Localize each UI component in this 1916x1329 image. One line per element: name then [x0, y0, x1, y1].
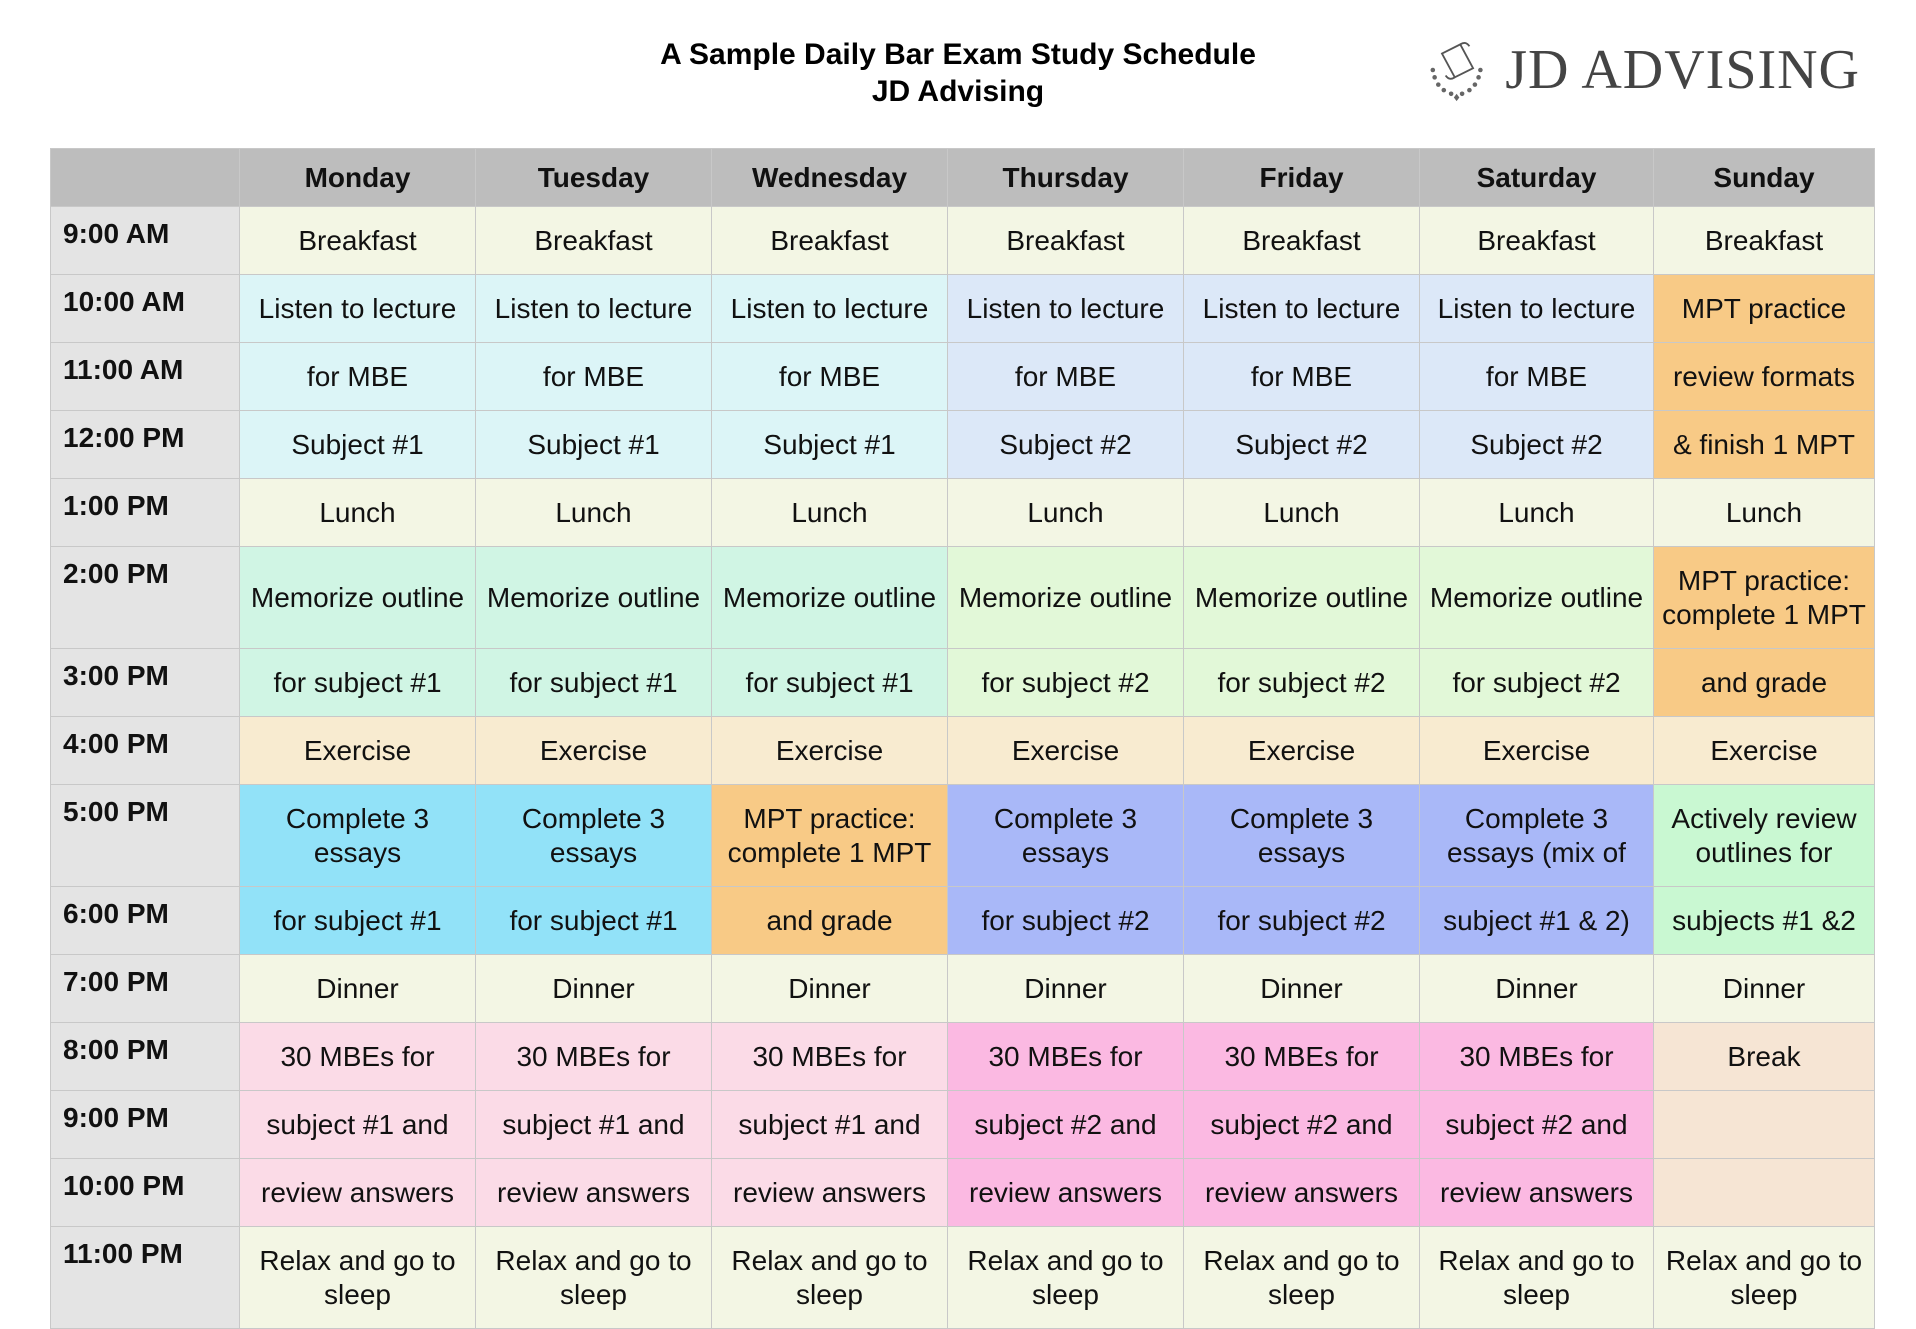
schedule-cell: Exercise — [1654, 717, 1875, 785]
table-row — [51, 411, 1875, 479]
schedule-cell: subject #2 and — [1184, 1091, 1420, 1159]
day-header: Friday — [1184, 149, 1420, 207]
schedule-cell: subjects #1 &2 — [1654, 887, 1875, 955]
schedule-cell: Memorize outline — [240, 547, 476, 649]
schedule-cell: for MBE — [476, 343, 712, 411]
time-label: 5:00 PM — [51, 785, 240, 887]
schedule-cell: Dinner — [712, 955, 948, 1023]
schedule-cell: Dinner — [948, 955, 1184, 1023]
schedule-cell: 30 MBEs for — [1184, 1023, 1420, 1091]
schedule-cell: review answers — [1420, 1159, 1654, 1227]
schedule-cell: MPT practice: complete 1 MPT — [712, 785, 948, 887]
schedule-cell: Listen to lecture — [948, 275, 1184, 343]
schedule-cell: for subject #1 — [712, 649, 948, 717]
schedule-cell: Dinner — [476, 955, 712, 1023]
schedule-cell: Memorize outline — [476, 547, 712, 649]
schedule-cell: Actively review outlines for — [1654, 785, 1875, 887]
schedule-cell: Breakfast — [1420, 207, 1654, 275]
table-row — [51, 343, 1875, 411]
time-label: 1:00 PM — [51, 479, 240, 547]
schedule-cell: 30 MBEs for — [948, 1023, 1184, 1091]
schedule-cell: Dinner — [240, 955, 476, 1023]
schedule-cell: for subject #2 — [1184, 649, 1420, 717]
schedule-cell: MPT practice — [1654, 275, 1875, 343]
jd-advising-logo — [1420, 30, 1860, 110]
schedule-cell: Subject #1 — [476, 411, 712, 479]
schedule-cell: Listen to lecture — [240, 275, 476, 343]
table-row — [51, 207, 1875, 275]
schedule-cell: Relax and go to sleep — [948, 1227, 1184, 1329]
schedule-cell: Memorize outline — [1184, 547, 1420, 649]
day-header: Thursday — [948, 149, 1184, 207]
schedule-cell: for subject #2 — [948, 887, 1184, 955]
schedule-cell: Exercise — [712, 717, 948, 785]
schedule-cell: Listen to lecture — [1184, 275, 1420, 343]
schedule-cell: Breakfast — [1654, 207, 1875, 275]
schedule-cell: Memorize outline — [948, 547, 1184, 649]
logo-text: JD ADVISING — [1505, 39, 1860, 101]
time-label: 10:00 PM — [51, 1159, 240, 1227]
table-row — [51, 275, 1875, 343]
time-label: 2:00 PM — [51, 547, 240, 649]
schedule-cell: Dinner — [1420, 955, 1654, 1023]
schedule-cell: Lunch — [948, 479, 1184, 547]
day-header: Monday — [240, 149, 476, 207]
schedule-cell: for subject #1 — [240, 887, 476, 955]
schedule-cell: Breakfast — [712, 207, 948, 275]
schedule-cell: Relax and go to sleep — [476, 1227, 712, 1329]
table-row — [51, 785, 1875, 887]
schedule-cell: Relax and go to sleep — [712, 1227, 948, 1329]
table-row — [51, 1023, 1875, 1091]
schedule-cell: subject #2 and — [1420, 1091, 1654, 1159]
schedule-cell — [1654, 1159, 1875, 1227]
schedule-cell: for MBE — [948, 343, 1184, 411]
schedule-cell: review answers — [240, 1159, 476, 1227]
time-label: 12:00 PM — [51, 411, 240, 479]
schedule-cell: Lunch — [1420, 479, 1654, 547]
schedule-cell: Breakfast — [240, 207, 476, 275]
schedule-cell: for subject #2 — [1184, 887, 1420, 955]
schedule-cell: Complete 3 essays — [476, 785, 712, 887]
schedule-cell: 30 MBEs for — [712, 1023, 948, 1091]
schedule-cell: for MBE — [712, 343, 948, 411]
schedule-cell: Relax and go to sleep — [1654, 1227, 1875, 1329]
schedule-cell: subject #1 and — [240, 1091, 476, 1159]
schedule-cell: Listen to lecture — [1420, 275, 1654, 343]
schedule-cell: Subject #2 — [1420, 411, 1654, 479]
table-row — [51, 1227, 1875, 1329]
schedule-cell: subject #2 and — [948, 1091, 1184, 1159]
table-row — [51, 887, 1875, 955]
schedule-cell: Dinner — [1184, 955, 1420, 1023]
schedule-cell: Subject #1 — [240, 411, 476, 479]
schedule-cell: Dinner — [1654, 955, 1875, 1023]
page-subtitle: JD Advising — [871, 75, 1045, 108]
schedule-cell: Subject #2 — [1184, 411, 1420, 479]
schedule-cell: Breakfast — [1184, 207, 1420, 275]
schedule-cell: Complete 3 essays (mix of — [1420, 785, 1654, 887]
schedule-cell: for subject #2 — [948, 649, 1184, 717]
schedule-cell: 30 MBEs for — [1420, 1023, 1654, 1091]
schedule-cell: subject #1 and — [712, 1091, 948, 1159]
schedule-cell: for subject #1 — [476, 649, 712, 717]
schedule-cell: Lunch — [1184, 479, 1420, 547]
schedule-cell: Lunch — [476, 479, 712, 547]
schedule-cell: and grade — [712, 887, 948, 955]
schedule-cell: review answers — [712, 1159, 948, 1227]
schedule-cell: for subject #1 — [240, 649, 476, 717]
table-row — [51, 1091, 1875, 1159]
schedule-cell: Lunch — [712, 479, 948, 547]
schedule-cell: Lunch — [240, 479, 476, 547]
schedule-cell: Memorize outline — [1420, 547, 1654, 649]
schedule-cell: Exercise — [948, 717, 1184, 785]
schedule-cell: Breakfast — [948, 207, 1184, 275]
schedule-cell: Relax and go to sleep — [1184, 1227, 1420, 1329]
header-row — [51, 149, 1875, 207]
time-label: 4:00 PM — [51, 717, 240, 785]
schedule-cell: review answers — [476, 1159, 712, 1227]
schedule-cell: Subject #1 — [712, 411, 948, 479]
day-header: Tuesday — [476, 149, 712, 207]
schedule-cell: 30 MBEs for — [476, 1023, 712, 1091]
table-row — [51, 547, 1875, 649]
schedule-cell: Exercise — [1184, 717, 1420, 785]
schedule-cell: Break — [1654, 1023, 1875, 1091]
schedule-cell: subject #1 & 2) — [1420, 887, 1654, 955]
time-label: 10:00 AM — [51, 275, 240, 343]
time-label: 9:00 AM — [51, 207, 240, 275]
schedule-cell: Complete 3 essays — [948, 785, 1184, 887]
table-row — [51, 955, 1875, 1023]
schedule-cell: Relax and go to sleep — [1420, 1227, 1654, 1329]
time-label: 8:00 PM — [51, 1023, 240, 1091]
schedule-cell: Memorize outline — [712, 547, 948, 649]
schedule-cell: for subject #1 — [476, 887, 712, 955]
schedule-cell: Exercise — [240, 717, 476, 785]
schedule-cell: Lunch — [1654, 479, 1875, 547]
schedule-cell: Exercise — [476, 717, 712, 785]
schedule-cell: & finish 1 MPT — [1654, 411, 1875, 479]
table-row — [51, 479, 1875, 547]
day-header: Wednesday — [712, 149, 948, 207]
table-row — [51, 649, 1875, 717]
scroll-laurel-icon — [1420, 30, 1493, 110]
schedule-cell: Complete 3 essays — [240, 785, 476, 887]
time-label: 9:00 PM — [51, 1091, 240, 1159]
schedule-cell: review formats — [1654, 343, 1875, 411]
schedule-cell: Listen to lecture — [712, 275, 948, 343]
day-header: Sunday — [1654, 149, 1875, 207]
schedule-cell — [1654, 1091, 1875, 1159]
schedule-cell: for MBE — [1420, 343, 1654, 411]
table-row — [51, 1159, 1875, 1227]
schedule-cell: Complete 3 essays — [1184, 785, 1420, 887]
time-label: 3:00 PM — [51, 649, 240, 717]
page-title: A Sample Daily Bar Exam Study Schedule — [660, 38, 1256, 71]
schedule-cell: Subject #2 — [948, 411, 1184, 479]
schedule-cell: for subject #2 — [1420, 649, 1654, 717]
schedule-table — [50, 148, 1875, 1329]
schedule-cell: Exercise — [1420, 717, 1654, 785]
time-label: 11:00 PM — [51, 1227, 240, 1329]
schedule-cell: for MBE — [1184, 343, 1420, 411]
schedule-cell: Relax and go to sleep — [240, 1227, 476, 1329]
schedule-cell: review answers — [1184, 1159, 1420, 1227]
schedule-cell: 30 MBEs for — [240, 1023, 476, 1091]
schedule-cell: Listen to lecture — [476, 275, 712, 343]
time-label: 11:00 AM — [51, 343, 240, 411]
day-header: Saturday — [1420, 149, 1654, 207]
time-label: 6:00 PM — [51, 887, 240, 955]
schedule-cell: subject #1 and — [476, 1091, 712, 1159]
corner-cell — [51, 149, 240, 207]
schedule-cell: MPT practice: complete 1 MPT — [1654, 547, 1875, 649]
time-label: 7:00 PM — [51, 955, 240, 1023]
schedule-cell: for MBE — [240, 343, 476, 411]
schedule-cell: and grade — [1654, 649, 1875, 717]
table-row — [51, 717, 1875, 785]
schedule-cell: review answers — [948, 1159, 1184, 1227]
schedule-cell: Breakfast — [476, 207, 712, 275]
